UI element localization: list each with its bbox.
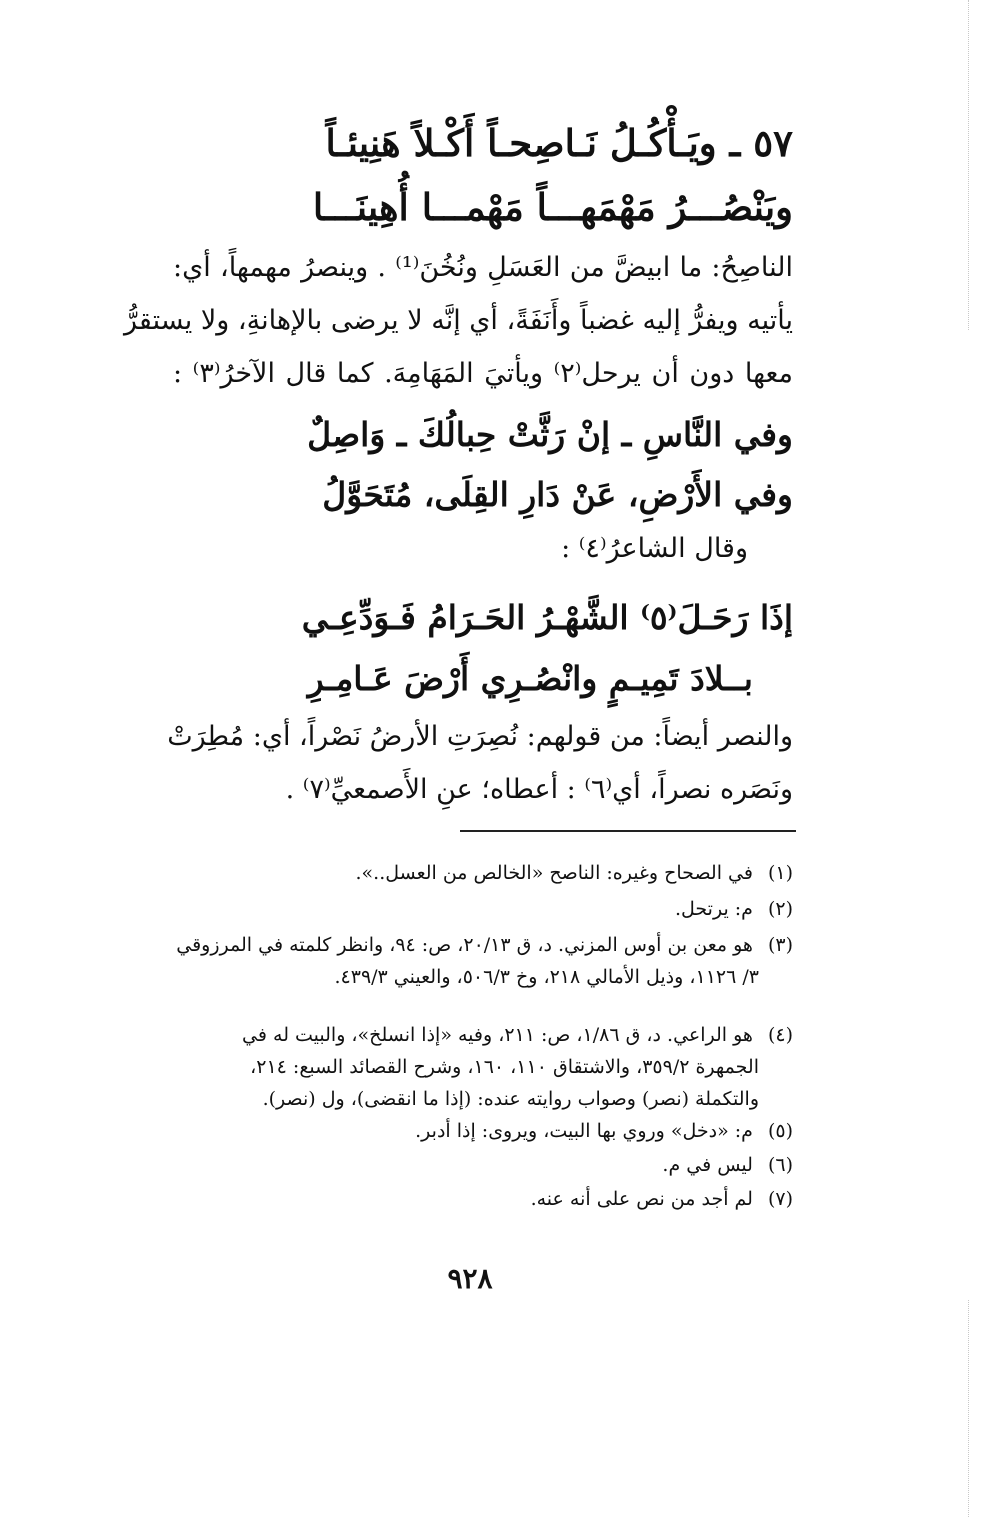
footnote-text: لم أجد من نص على أنه عنه.: [530, 1188, 753, 1210]
footnote-4: [143, 1020, 793, 1050]
quoted-verse-1a: وفي النَّاسِ ـ إنْ رَثَّتْ حِبالُكَ ـ وَاصِلٌ: [307, 415, 793, 454]
quoted-verse-2a: إذَا رَحَـلَ⁽٥⁾ الشَّهْـرُ الحَـرَامُ فَـوَدِّعِـي: [301, 598, 793, 637]
footnote-text: ليس في م.: [662, 1154, 753, 1176]
footnote-separator: [460, 830, 796, 832]
scan-edge-line-bottom: [968, 1300, 969, 1517]
quoted-verse-1b: وفي الأَرْضِ، عَنْ دَارِ القِلَى، مُتَحَوَّلُ: [322, 475, 793, 514]
footnote-7: [143, 1184, 793, 1214]
footnote-6: [143, 1150, 793, 1180]
footnote-text: م: يرتحل.: [674, 898, 753, 920]
scan-edge-line-top: [968, 0, 969, 330]
footnote-1: [143, 858, 793, 888]
footnote-number: (٧): [767, 1188, 793, 1210]
footnote-3-continued: ٣/ ١١٢٦، وذيل الأمالي ٢١٨، وخ ٥٠٦/٣، والعيني ٤٣٩/٣.: [334, 966, 759, 988]
footnote-text: م: «دخل» وروي بها البيت، ويروى: إذا أدبر.: [415, 1120, 753, 1142]
commentary-line-1: الناصِحُ: ما ابيضَّ من العَسَلِ ونُخُنَ⁽¹⁾ . وينصرُ مهمهاً، أي:: [173, 252, 793, 283]
footnote-2: [143, 894, 793, 924]
footnote-number: (١): [767, 862, 793, 884]
footnote-4-continued-2: والتكملة (نصر) وصواب روايته عنده: (إذا ما انقضى)، ول (نصر).: [262, 1088, 759, 1110]
verse-line-2: ويَنْصُـــرُ مَهْمَهـــاً مَهْمـــا أُهِينَـــا: [312, 185, 793, 229]
footnote-4-continued-1: الجمهرة ٣٥٩/٢، والاشتقاق ١١٠، ١٦٠، وشرح القصائد السبع: ٢١٤،: [250, 1056, 759, 1078]
footnote-3: [143, 930, 793, 960]
footnote-5: [143, 1116, 793, 1146]
footnote-text: هو معن بن أوس المزني. د، ق ٢٠/١٣، ص: ٩٤، وانظر كلمته في المرزوقي: [176, 934, 753, 956]
footnote-number: (٢): [767, 898, 793, 920]
footnote-text: في الصحاح وغيره: الناصح «الخالص من العسل..».: [355, 862, 753, 884]
poet-intro: وقال الشاعرُ⁽٤⁾ :: [561, 533, 748, 564]
commentary-line-2: يأتيه ويفرُّ إليه غضباً وأَنَفَةً، أي إنَّه لا يرضى بالإهانةِ، ولا يستقرُّ: [124, 305, 793, 336]
footnote-number: (٦): [767, 1154, 793, 1176]
footnote-number: (٤): [767, 1024, 793, 1046]
footnote-number: (٣): [767, 934, 793, 956]
footnote-number: (٥): [767, 1120, 793, 1142]
commentary-line-5: ونَصَره نصراً، أي⁽٦⁾ : أعطاه؛ عنِ الأَصمعيِّ⁽٧⁾ .: [285, 774, 793, 805]
quoted-verse-2b: بــلادَ تَمِيـمٍ وانْصُـرِي أَرْضَ عَـامِـرِ: [307, 659, 753, 698]
verse-line-1: ٥٧ ـ ويَـأْكُـلُ نَـاصِحـاً أَكْـلاً هَنِيئـاً: [325, 121, 793, 165]
page-number: ٩٢٨: [447, 1262, 493, 1295]
footnote-text: هو الراعي. د، ق ١/٨٦، ص: ٢١١، وفيه «إذا انسلخ»، والبيت له في: [242, 1024, 753, 1046]
commentary-line-4: والنصر أيضاً: من قولهم: نُصِرَتِ الأرضُ نَصْراً، أي: مُطِرَتْ: [167, 721, 793, 752]
commentary-line-3: معها دون أن يرحل⁽٢⁾ ويأتيَ المَهَامِهَ. كما قال الآخرُ⁽٣⁾ :: [173, 358, 794, 389]
